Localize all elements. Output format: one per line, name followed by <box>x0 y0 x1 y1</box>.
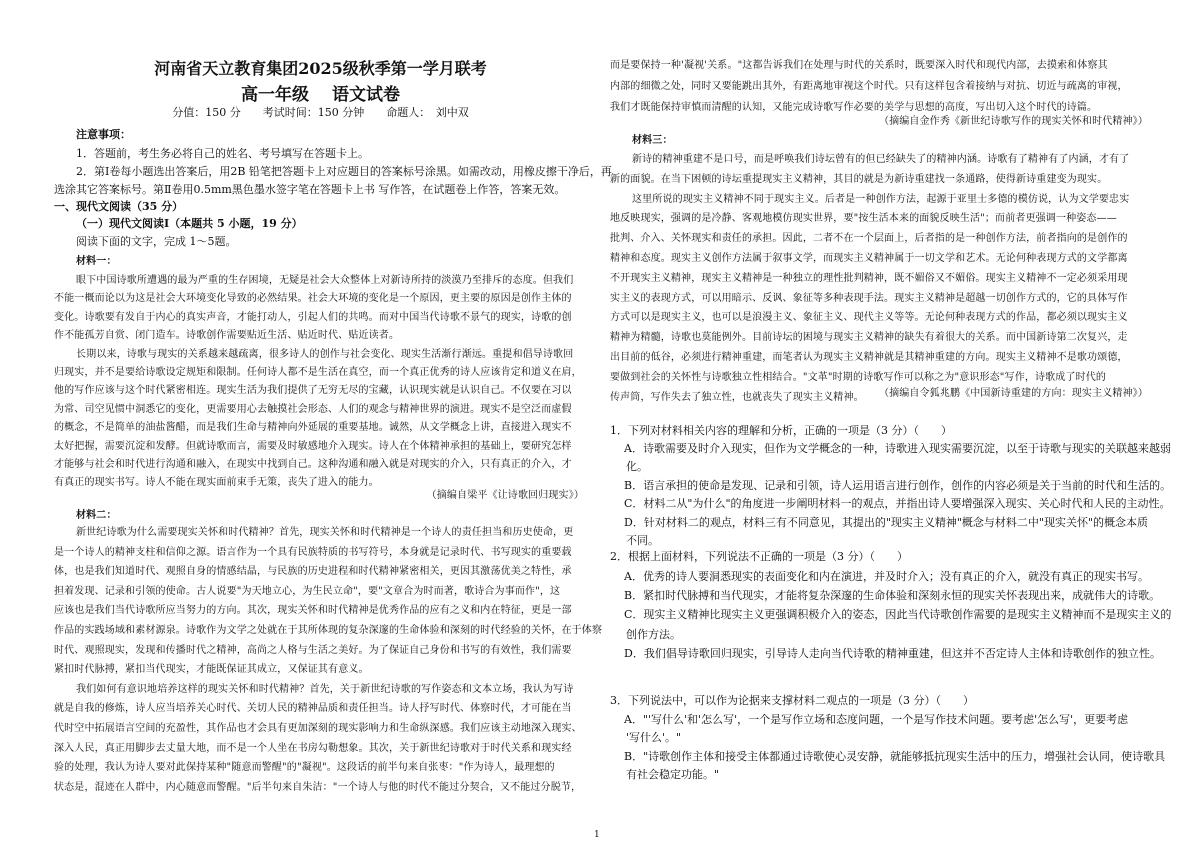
paragraph-line: 他的写作应该与这个时代紧密相连。现实生活为我们提供了无穷无尽的宝藏，认识现实就是认识自己。不仅要在习以 <box>54 385 572 397</box>
paragraph-line: 内部的细微之处，同时又要能跳出其外，有距离地审视这个时代。只有这样包含着接纳与对抗、切近与疏离的审视， <box>610 81 1128 92</box>
option-line: A．诗歌需要及时介入现实，但作为文学概念的一种，诗歌进入现实需要沉淀，以至于诗歌与现实的关联越来越弱 <box>624 442 1171 455</box>
paragraph-line: 眼下中国诗歌所遭遇的最为严重的生存困境，无疑是社会大众整体上对新诗所持的淡漠乃至排斥的态度。但我们 <box>76 275 574 286</box>
option-line: 有社会稳定功能。" <box>626 768 720 782</box>
question-stem: 1．下列对材料相关内容的理解和分析，正确的一项是（3 分）（ ） <box>610 424 952 437</box>
paragraph-line: 不能一概而论以为这是社会大环境变化导致的必然结果。社会大环境的变化是一个原因，更主要的原因是创作主体的 <box>54 293 572 305</box>
option-line: 不同。 <box>626 534 659 547</box>
paragraph-line: 状态是，混迹在人群中，内心随意而警醒。"后半句来自朱洁："一个诗人与他的时代不能过分契合，又不能过分脱节， <box>54 781 582 793</box>
paragraph-line: 验的处理，我认为诗人要对此保持某种"随意而警醒"的"凝视"。这段话的前半句来自张枣："作为诗人，最理想的 <box>54 762 555 774</box>
note-item: 选涂其它答案标号。第Ⅱ卷用0.5mm黑色墨水签字笔在答题卡上书 写作答，在试题卷上作答，答案无效。 <box>54 183 566 196</box>
exam-meta: 分值：150 分 考试时间：150 分钟 命题人： 刘中双 <box>172 106 469 119</box>
material-source: （摘编自金作秀《新世纪诗歌写作的现实关怀和时代精神》） <box>878 116 1148 127</box>
option-line: '写什么'。" <box>626 731 682 745</box>
paragraph-line: 变化。诗歌要有发自于内心的真实声音，才能打动人，引起人们的共鸣。而对中国当代诗歌不景气的现实，诗歌的创 <box>54 311 572 323</box>
option-line: A．"'写什么'和'怎么写'，一个是写作立场和态度问题，一个是写作技术问题。要考虑'怎么写'，更要考虑 <box>624 713 1129 726</box>
paragraph-line: 出目前的低谷，必须进行精神重建，而笔者认为现实主义精神就是其精神重建的方向。现实主义精神不是歌功颂德， <box>610 352 1128 363</box>
note-item: 2．第Ⅰ卷每小题选出答案后，用2B 铅笔把答题卡上对应题目的答案标号涂黑。如需改动，用橡皮擦干净后，再 <box>76 165 612 178</box>
paragraph-line: 方式可以是现实主义，也可以是浪漫主义、象征主义、现代主义等等。无论何种表现方式的作品，都必须以现实主义 <box>610 312 1128 324</box>
paragraph-line: 新的面貌。在当下困顿的诗坛重提现实主义精神，其目的就是为新诗重建找一条通路，使得新诗重建变为现实。 <box>610 173 1108 185</box>
material-source: （摘编自令狐兆鹏《中国新诗重建的方向：现实主义精神》） <box>878 388 1148 399</box>
paragraph-line: 太好把握，需要沉淀和发酵。但就诗歌而言，需要及时敏感地介入现实。诗人在个体精神承担的基础上，要研究怎样 <box>54 440 572 452</box>
paragraph-line: 批判、介入、关怀现实和责任的承担。因此，二者不在一个层面上，后者指的是一种创作方法，前者指向的是创作的 <box>610 233 1128 245</box>
question-stem: 2．根据上面材料，下列说法不正确的一项是（3 分）（ ） <box>610 550 908 563</box>
option-line: C．现实主义精神比现实主义更强调积极介入的姿态，因此当代诗歌创作需要的是现实主义精神而不是现实主义的 <box>624 608 1172 622</box>
option-line: B．语言承担的使命是发现、记录和引领，诗人运用语言进行创作，创作的内容必须是关于当前的时代和生活的。 <box>624 478 1172 492</box>
option-line: B．"诗歌创作主体和接受主体都通过诗歌使心灵安静，就能够抵抗现实生活中的压力，增强社会认同，使诗歌具 <box>624 749 1166 763</box>
paragraph-line: 要做到社会的关怀性与诗歌独立性相结合。"文革"时期的诗歌写作可以称之为"意识形态"写作，诗歌成了时代的 <box>610 371 1107 383</box>
note-item: 1．答题前，考生务必将自己的姓名、考号填写在答题卡上。 <box>76 147 369 160</box>
option-line: D．针对材料二的观点，材料三有不同意见，其提出的"现实主义精神"概念与材料二中"现实关怀"的概念本质 <box>624 515 1149 529</box>
paragraph-line: 我们如何有意识地培养这样的现实关怀和时代精神？首先，关于新世纪诗歌的写作姿态和文本立场，我认为写诗 <box>76 683 574 695</box>
paragraph-line: 精神和态度。现实主义创作方法属于叙事文学，而现实主义精神属于一切文学和艺术。无论何种表现方式的文学都离 <box>610 253 1128 264</box>
paragraph-line: 长期以来，诗歌与现实的关系越来越疏离，很多诗人的创作与社会变化、现实生活渐行渐远。重提和倡导诗歌回 <box>76 348 574 360</box>
option-line: C．材料二从"为什么"的角度进一步阐明材料一的观点，并指出诗人要增强深入现实、关心时代和人民的主动性。 <box>624 497 1171 511</box>
section-heading: 一、现代文阅读（35 分） <box>54 200 184 213</box>
paragraph-line: 我们才既能保持审慎而清醒的认知，又能完成诗歌写作必要的美学与思想的高度，写出切入这个时代的诗篇。 <box>610 102 1098 113</box>
paragraph-line: 代时空中拓展语言空间的充盈性，其作品也才会具有更加深刻的现实影响力和生命纵深感。我们应该主动地深入现实、 <box>54 723 582 734</box>
paragraph-line: 这里所说的现实主义精神不同于现实主义。后者是一种创作方法，起源于亚里士多德的模仿说，认为文学要忠实 <box>632 193 1130 205</box>
paragraph-line: 不开现实主义精神，现实主义精神是一种独立的理性批判精神，既不媚俗又不媚俗。现实主义精神不一定必须采用现 <box>610 272 1128 284</box>
paragraph-line: 实主义的表现方式，可以用暗示、反讽、象征等多种表现手法。现实主义精神是超越一切创作方式的，它的具体写作 <box>610 292 1128 304</box>
paragraph-line: 新世纪诗歌为什么需要现实关怀和时代精神？首先，现实关怀和时代精神是一个诗人的责任担当和历史使命，更 <box>76 527 574 538</box>
paragraph-line: 是一个诗人的精神支柱和信仰之源。语言作为一个具有民族特质的书写符号，本身就是记录时代、书写现实的重要载 <box>54 546 572 558</box>
paragraph-line: 体，也是我们知道时代、观照自身的情感结晶，与民族的历史进程和时代精神紧密相关，更因其激荡优美之特性，承 <box>54 566 572 578</box>
paragraph-line: 作不能孤芳自赏、闭门造车。诗歌创作需要贴近生活、贴近时代、贴近读者。 <box>54 330 400 342</box>
paragraph-line: 为常、司空见惯中洞悉它的变化，更需要用心去触摸社会形态、人们的观念与精神世界的演进。现实不是空泛而虚假 <box>54 403 572 415</box>
paragraph-line: 就是自我的修炼，诗人应当培养关心时代、关切人民的精神品质和责任担当。诗人抒写时代、体察时代，才可能在当 <box>54 703 572 715</box>
paragraph-line: 的概念，不是简单的油盐酱醋，而是我们生命与精神向外延展的重要基地。诚然，从文学概念上讲，直接进入现实不 <box>54 422 572 434</box>
subsection-heading: （一）现代文阅读Ⅰ（本题共 5 小题，19 分） <box>76 217 303 230</box>
option-line: 创作方法。 <box>626 627 681 641</box>
option-line: B．紧扣时代脉搏和当代现实，才能将复杂深邃的生命体验和深刻永恒的现实关怀表现出来，成就伟大的诗歌。 <box>624 589 1161 603</box>
option-line: 化。 <box>626 460 648 474</box>
material-label: 材料一： <box>76 256 117 267</box>
paragraph-line: 应该也是我们当代诗歌所应当努力的方向。其次，现实关怀和时代精神是优秀作品的应有之义和内在特征，更是一部 <box>54 605 572 617</box>
material-label: 材料二： <box>76 510 117 521</box>
notes-heading: 注意事项： <box>76 128 131 141</box>
paragraph-line: 传声筒，写作失去了独立性，也就丧失了现实主义精神。 <box>610 391 864 403</box>
paragraph-line: 新诗的精神重建不是口号，而是呼唤我们诗坛曾有的但已经缺失了的精神内涵。诗歌有了精神有了内涵，才有了 <box>632 154 1130 165</box>
exam-subtitle: 高一年级 语文试卷 <box>241 85 400 105</box>
paragraph-line: 紧扣时代脉搏，紧扣当代现实，才能既保证其成立，又保证其有意义。 <box>54 664 369 676</box>
paragraph-line: 精神为精髓，诗歌也莫能例外。目前诗坛的困境与现实主义精神的缺失有着很大的关系。而中国新诗第二次复兴，走 <box>610 332 1128 344</box>
paragraph-line: 作品的实践场域和素材源泉。诗歌作为文学之处就在于其所体现的复杂深邃的生命体验和深刻的时代经验的关怀，在于体察 <box>54 625 603 636</box>
paragraph-line: 有真正的现实书写。诗人不能在现实面前束手无策，丧失了进入的能力。 <box>54 477 379 489</box>
exam-title: 河南省天立教育集团2025级秋季第一学月联考 <box>154 59 487 78</box>
question-stem: 3．下列说法中，可以作为论据来支撑材料二观点的一项是（3 分）（ ） <box>610 694 974 707</box>
material-source: （摘编自梁平《让诗歌回归现实》） <box>426 490 584 501</box>
option-line: A．优秀的诗人要洞悉现实的表面变化和内在演进，并及时介入；没有真正的介入，就没有真正的现实书写。 <box>624 570 1149 583</box>
paragraph-line: 而是要保持一种'凝视'关系。"这都告诉我们在处理与时代的关系时，既要深入时代和现代内部，去摸索和体察其 <box>610 60 1108 71</box>
paragraph-line: 归现实，并不是要给诗歌设定规矩和限制。任何诗人都不是生活在真空，而一个真正优秀的诗人应该肯定和道义在肩， <box>54 367 582 378</box>
page-number: 1 <box>594 830 600 840</box>
paragraph-line: 才能够与社会和时代进行沟通和融入，在现实中找到自己。这种沟通和融入就是对现实的介入，只有真正的介入，才 <box>54 459 572 470</box>
paragraph-line: 深入人民，真正用脚步去丈量大地，而不是一个人坐在书房勾勒想象。其次，关于新世纪诗歌对于时代关系和现实经 <box>54 742 572 754</box>
option-line: D．我们倡导诗歌回归现实，引导诗人走向当代诗歌的精神重建，但这并不否定诗人主体和诗歌创作的独立性。 <box>624 646 1161 660</box>
paragraph-line: 担着发现、记录和引领的使命。古人说要"为天地立心，为生民立命"，要"文章合为时而著，歌诗合为事而作"，这 <box>54 585 561 597</box>
paragraph-line: 地反映现实，强调的是冷静、客观地模仿现实世界，要"按生活本来的面貌反映生活"；而前者更强调一种姿态—— <box>610 213 1117 225</box>
instruction: 阅读下面的文字，完成 1～5题。 <box>76 235 237 248</box>
paragraph-line: 时代、观照现实，发现和传播时代之精神，高尚之人格与生活之美好。为了保证自己身份和书写的有效性，我们需要 <box>54 644 572 656</box>
material-label: 材料三： <box>632 135 673 146</box>
